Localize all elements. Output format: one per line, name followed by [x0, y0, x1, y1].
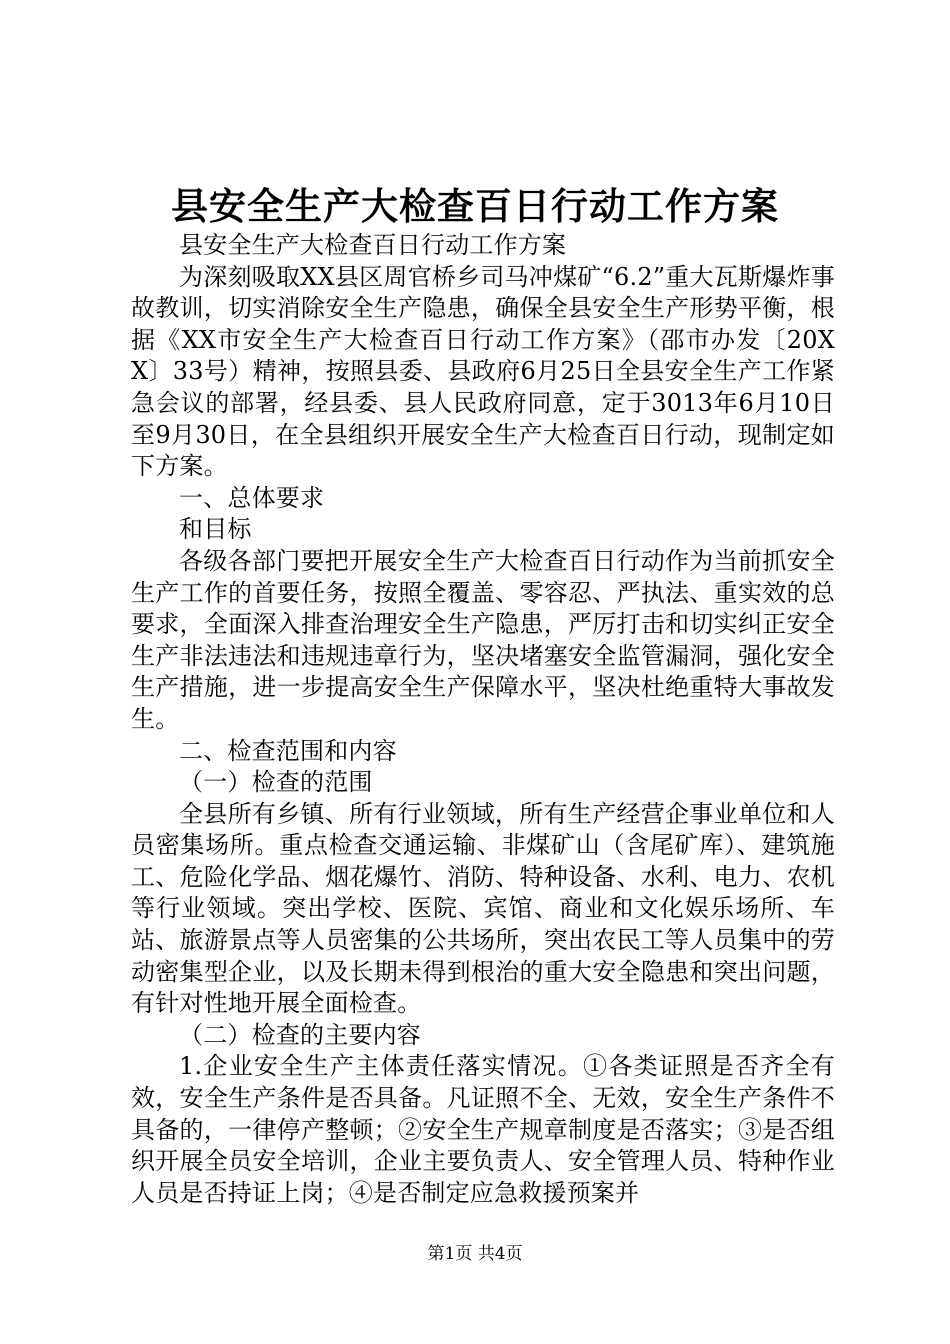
subheading-scope: （一）检查的范围 [179, 768, 373, 797]
page-number: 第1页 共4页 [427, 1244, 523, 1264]
heading-general-requirements: 一、总体要求 [179, 483, 325, 512]
subheading-main-content: （二）检查的主要内容 [179, 1020, 421, 1049]
heading-scope-content: 二、检查范围和内容 [179, 736, 397, 765]
paragraph-repeat-title: 县安全生产大检查百日行动工作方案 [179, 231, 567, 259]
document-title: 县安全生产大检查百日行动工作方案 [171, 184, 779, 228]
document-body [131, 230, 835, 1209]
paragraph-requirements: 各级各部门要把开展安全生产大检查百日行动作为当前抓安全生产工作的首要任务，按照全覆盖、零容忍、严执法、重实效的总要求，全面深入排查治理安全生产隐患，严厉打击和切实纠正安全生产非法违法和违规违章行为，坚决堵塞安全监管漏洞，强化安全生产措施，进一步提高安全生产保障水平，坚决杜绝重特大事故发生。 [131, 546, 835, 733]
paragraph-intro: 为深刻吸取XX县区周官桥乡司马冲煤矿“6.2”重大瓦斯爆炸事故教训，切实消除安全生产隐患，确保全县安全生产形势平衡，根据《XX市安全生产大检查百日行动工作方案》（邵市办发〔20XX〕33号）精神，按照县委、县政府6月25日全县安全生产工作紧急会议的部署，经县委、县人民政府同意，定于3013年6月10日至9月30日，在全县组织开展安全生产大检查百日行动，现制定如下方案。 [131, 262, 835, 481]
paragraph-item-1: 1.企业安全生产主体责任落实情况。①各类证照是否齐全有效，安全生产条件是否具备。凡证照不全、无效，安全生产条件不具备的，一律停产整顿；②安全生产规章制度是否落实；③是否组织开展全员安全培训，企业主要负责人、安全管理人员、特种作业人员是否持证上岗；④是否制定应急救援预案并 [131, 1052, 835, 1207]
paragraph-scope: 全县所有乡镇、所有行业领域，所有生产经营企事业单位和人员密集场所。重点检查交通运输、非煤矿山（含尾矿库）、建筑施工、危险化学品、烟花爆竹、消防、特种设备、水利、电力、农机等行业领域。突出学校、医院、宾馆、商业和文化娱乐场所、车站、旅游景点等人员密集的公共场所，突出农民工等人员集中的劳动密集型企业，以及长期未得到根治的重大安全隐患和突出问题，有针对性地开展全面检查。 [131, 799, 835, 1018]
heading-and-goals: 和目标 [179, 515, 252, 544]
